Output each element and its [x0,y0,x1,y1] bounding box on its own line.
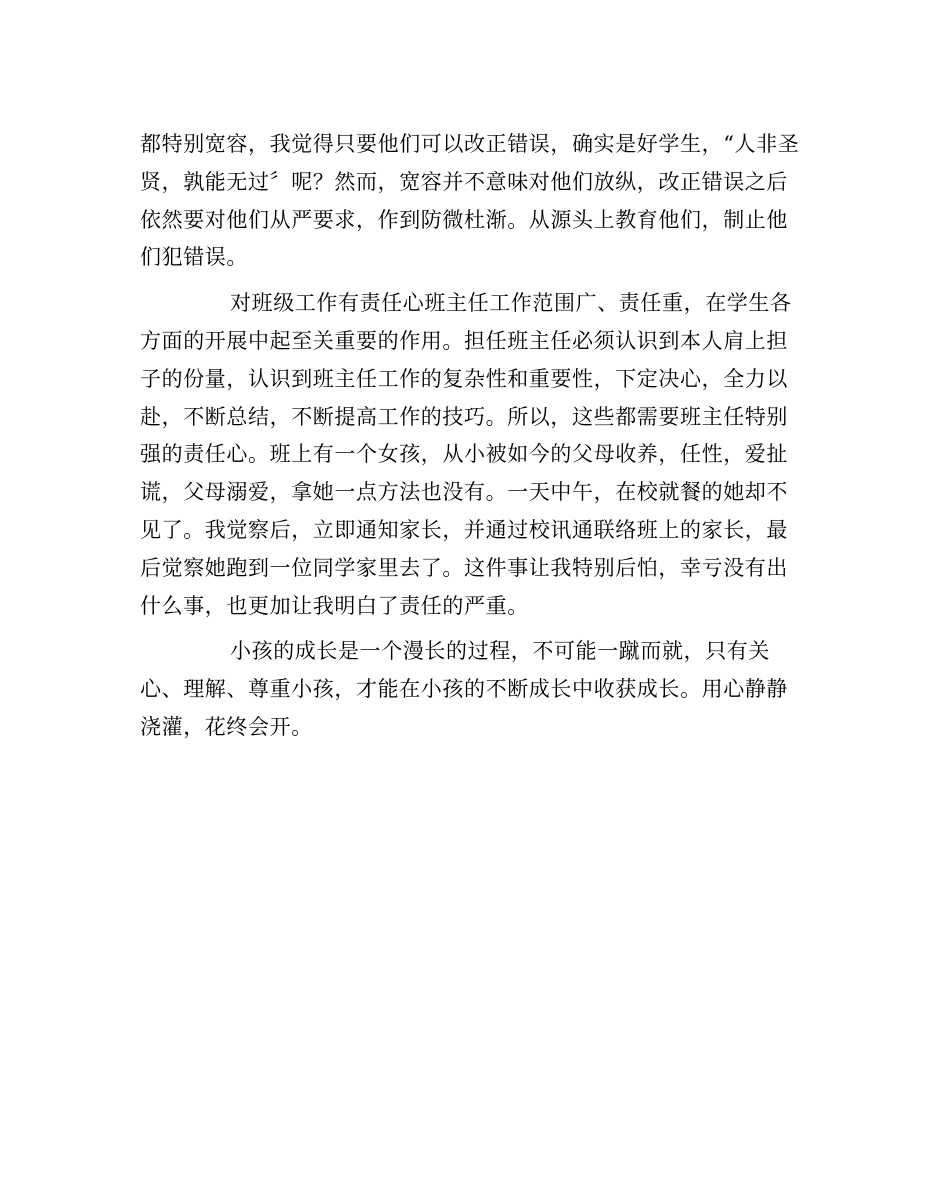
text-line: 心、理解、尊重小孩，才能在小孩的不断成长中收获成长。用心静静 [140,677,788,702]
text-line: 都特别宽容，我觉得只要他们可以改正错误，确实是好学生，“人非圣 [140,132,800,156]
text-line: 谎，父母溺爱，拿她一点方法也没有。一天中午，在校就餐的她却不 [140,480,788,505]
text-line: 见了。我觉察后，立即通知家长，并通过校讯通联络班上的家长，最 [140,517,788,542]
text-line-indented: 对班级工作有责任心班主任工作范围广、责任重，在学生各 [230,291,792,316]
paragraph-3 [140,633,812,746]
text-line: 赴，不断总结，不断提高工作的技巧。所以，这些都需要班主任特别 [140,404,788,429]
paragraph-1 [140,126,812,277]
text-line: 依然要对他们从严要求，作到防微杜渐。从源头上教育他们，制止他 [140,207,788,232]
text-line: 方面的开展中起至关重要的作用。担任班主任必须认识到本人肩上担 [140,328,788,353]
text-line: 什么事，也更加让我明白了责任的严重。 [140,593,529,618]
text-line: 强的责任心。班上有一个女孩，从小被如今的父母收养，任性，爱扯 [140,442,788,467]
text-line: 子的份量，认识到班主任工作的复杂性和重要性，下定决心，全力以 [140,366,788,391]
text-line: 们犯错误。 [140,245,248,270]
text-line-indented: 小孩的成长是一个漫长的过程，不可能一蹴而就，只有关 [230,639,770,664]
text-line: 贤，孰能无过〞呢？然而，宽容并不意味对他们放纵，改正错误之后 [140,169,788,194]
document-body [140,126,812,755]
text-line: 后觉察她跑到一位同学家里去了。这件事让我特别后怕，幸亏没有出 [140,555,788,580]
paragraph-2 [140,285,812,625]
text-line: 浇灌，花终会开。 [140,714,313,739]
